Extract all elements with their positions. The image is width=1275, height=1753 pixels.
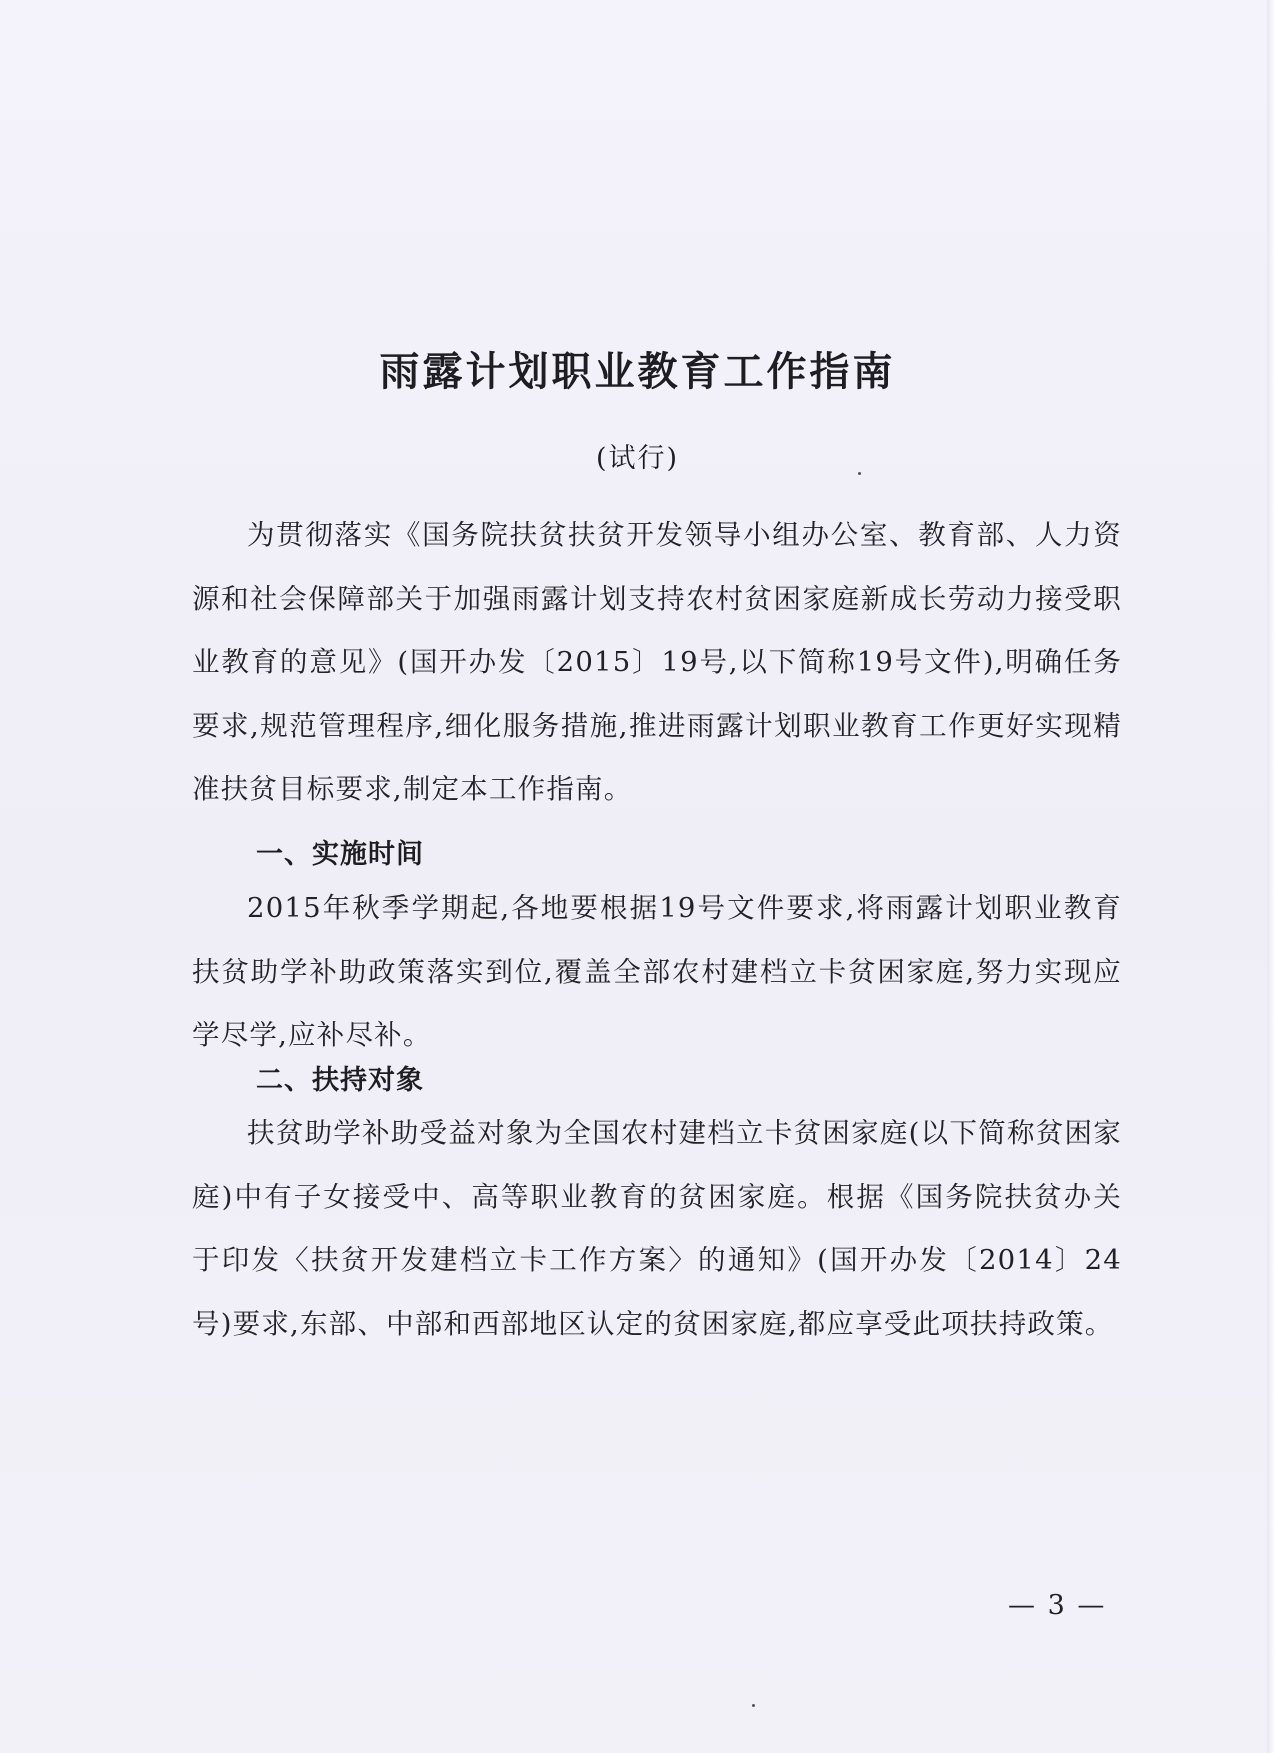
- section-heading-implementation-time: 一、实施时间: [256, 839, 424, 870]
- intro-paragraph: 为贯彻落实《国务院扶贫扶贫开发领导小组办公室、教育部、人力资源和社会保障部关于加强雨露计划支持农村贫困家庭新成长劳动力接受职业教育的意见》(国开办发〔2015〕19号,以下简称19号文件),明确任务要求,规范管理程序,细化服务措施,推进雨露计划职业教育工作更好实现精准扶贫目标要求,制定本工作指南。: [192, 519, 1122, 805]
- section-body-implementation-time: 2015年秋季学期起,各地要根据19号文件要求,将雨露计划职业教育扶贫助学补助政策落实到位,覆盖全部农村建档立卡贫困家庭,努力实现应学尽学,应补尽补。: [192, 892, 1122, 1051]
- section-heading-support-targets: 二、扶持对象: [256, 1065, 424, 1096]
- scan-edge: [1267, 0, 1275, 1753]
- document-title: 雨露计划职业教育工作指南: [379, 348, 896, 395]
- document-subtitle: (试行): [595, 443, 680, 474]
- scan-speck: [752, 1704, 755, 1707]
- scan-speck: [858, 472, 861, 475]
- page-number: — 3 —: [1008, 1590, 1107, 1621]
- section-body-support-targets: 扶贫助学补助受益对象为全国农村建档立卡贫困家庭(以下简称贫困家庭)中有子女接受中、高等职业教育的贫困家庭。根据《国务院扶贫办关于印发〈扶贫开发建档立卡工作方案〉的通知》(国开办发〔2014〕24号)要求,东部、中部和西部地区认定的贫困家庭,都应享受此项扶持政策。: [192, 1117, 1122, 1340]
